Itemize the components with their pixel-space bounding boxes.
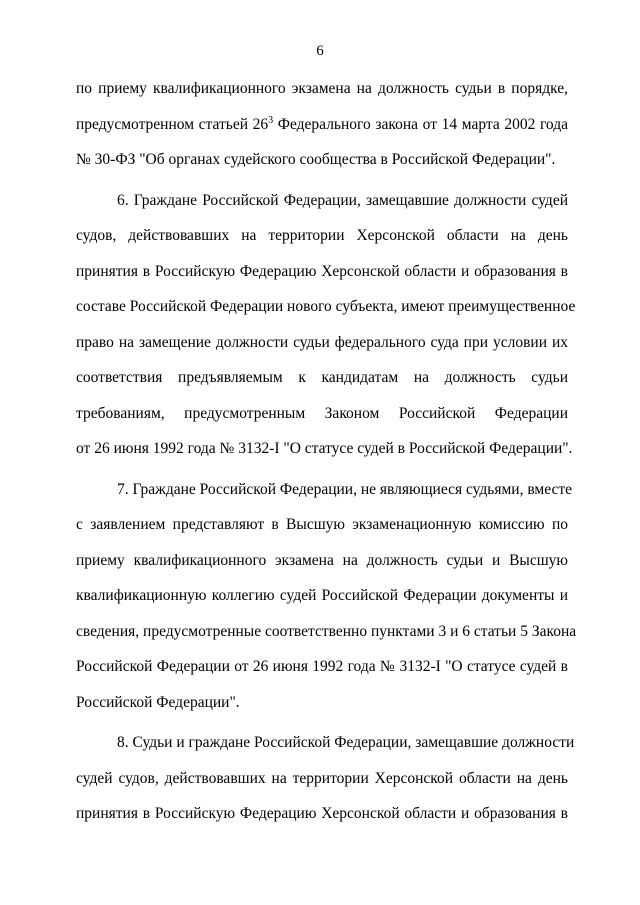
text-line: принятия в Российскую Федерацию Херсонской области и образования в <box>76 805 568 822</box>
text-line: с заявлением представляют в Высшую экзаменационную комиссию по <box>76 516 568 533</box>
paragraph-6 <box>76 191 576 476</box>
document-body <box>76 80 577 841</box>
text-line: право на замещение должности судьи федерального суда при условии их <box>76 333 568 351</box>
text-fragment: предусмотренном статьей 26 <box>76 115 269 133</box>
text-line: Российской Федерации". <box>76 693 240 711</box>
paragraph-intro <box>76 80 568 187</box>
text-line: 7. Граждане Российской Федерации, не являющиеся судьями, вместе <box>117 480 573 498</box>
text-line: № 30-ФЗ "Об органах судейского сообщества в Российской Федерации". <box>76 151 556 168</box>
text-fragment: Федерального закона от 14 марта 2002 года <box>273 115 568 133</box>
text-line: принятия в Российскую Федерацию Херсонской области и образования в <box>76 262 568 280</box>
page-number: 6 <box>316 43 324 59</box>
text-line: квалификационную коллегию судей Российской Федерации документы и <box>76 587 568 604</box>
paragraph-7 <box>76 480 577 730</box>
text-line: 6. Граждане Российской Федерации, замещавшие должности судей <box>117 191 568 209</box>
text-line: Российской Федерации от 26 июня 1992 года № 3132-I "О статусе судей в <box>76 658 568 675</box>
text-line: от 26 июня 1992 года № 3132-I "О статусе судей в Российской Федерации". <box>76 440 573 457</box>
text-line: требованиям, предусмотренным Законом Российской Федерации <box>76 404 568 422</box>
text-line: 8. Судьи и граждане Российской Федерации, замещавшие должности <box>117 734 575 751</box>
text-line: судов, действовавших на территории Херсонской области на день <box>76 227 568 244</box>
superscript: 3 <box>268 114 274 126</box>
text-line: судей судов, действовавших на территории Херсонской области на день <box>76 769 568 787</box>
text-line: соответствия предъявляемым к кандидатам на должность судьи <box>76 369 568 386</box>
paragraph-8 <box>76 734 575 841</box>
text-line: приему квалификационного экзамена на должность судьи и Высшую <box>76 551 568 569</box>
text-line: сведения, предусмотренные соответственно пунктами 3 и 6 статьи 5 Закона <box>76 622 577 640</box>
text-line: по приему квалификационного экзамена на должность судьи в порядке, <box>76 80 568 97</box>
text-line <box>76 116 568 152</box>
text-line: составе Российской Федерации нового субъекта, имеют преимущественное <box>76 298 576 315</box>
